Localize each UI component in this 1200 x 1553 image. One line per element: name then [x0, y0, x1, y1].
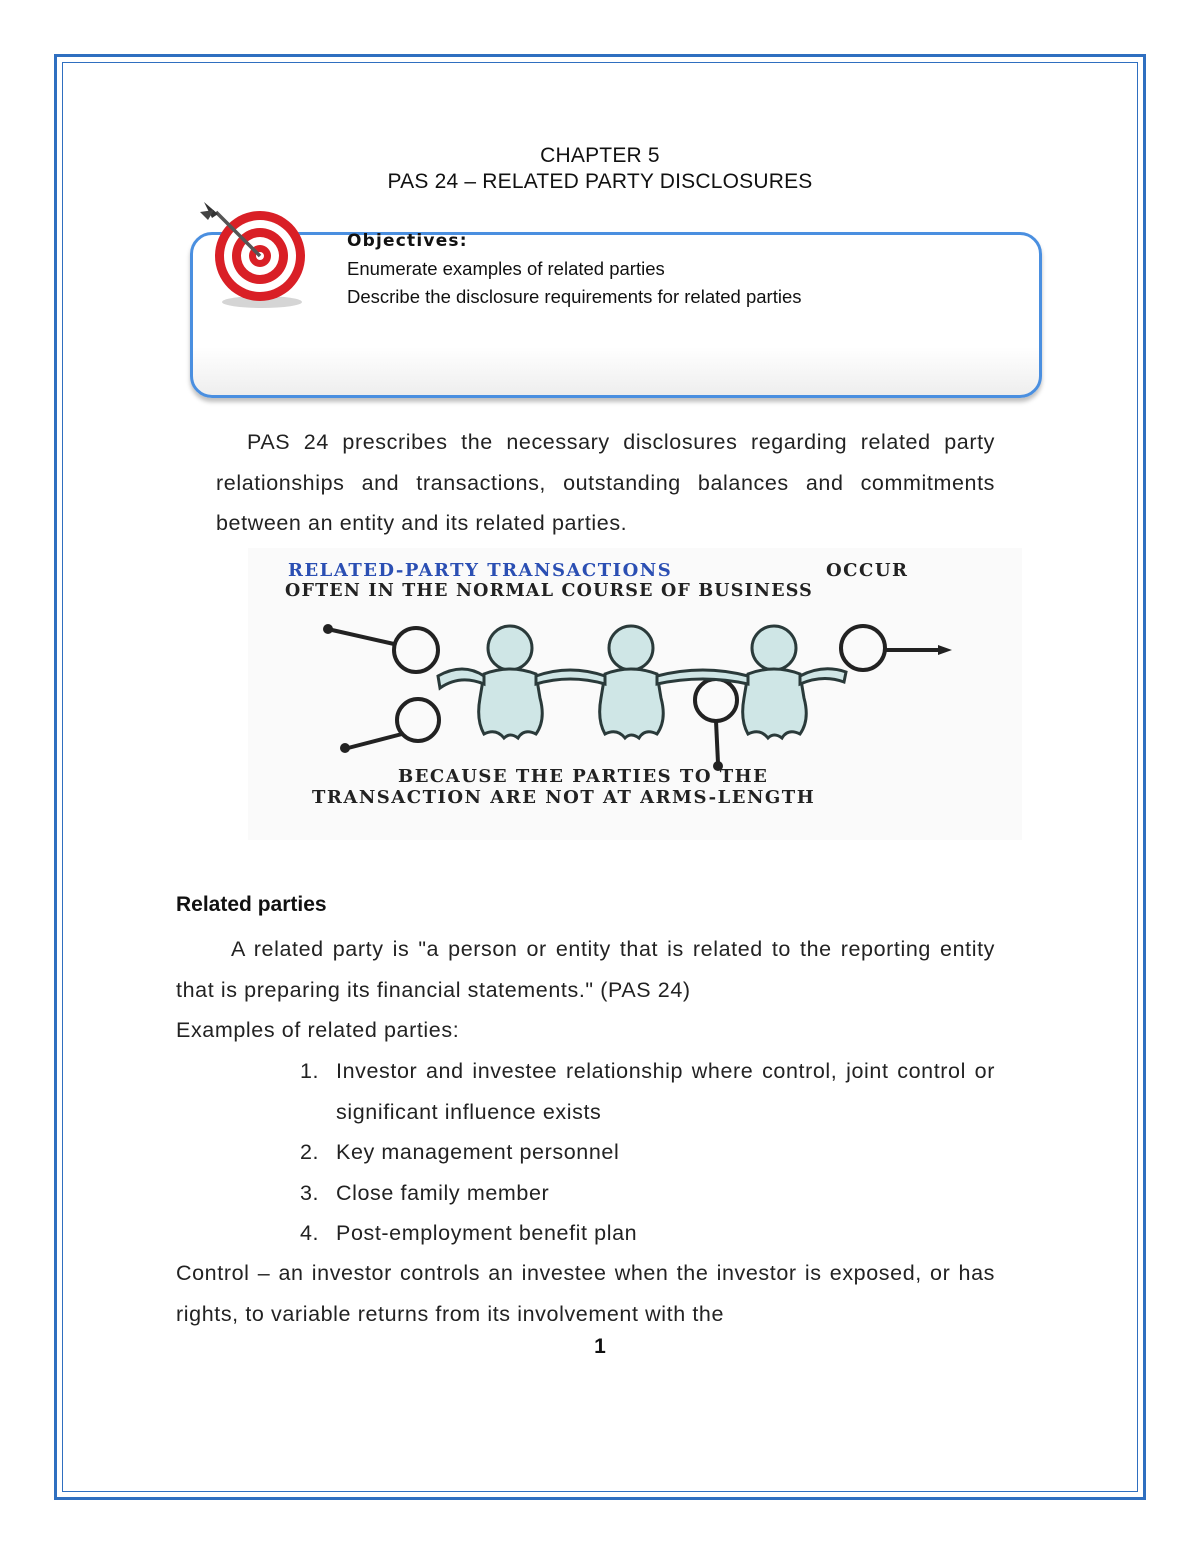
list-item	[300, 1132, 995, 1173]
list-item	[300, 1173, 995, 1214]
list-item-text: Post-employment benefit plan	[336, 1221, 638, 1245]
chapter-number: CHAPTER 5	[540, 144, 660, 167]
list-number: 3.	[300, 1180, 320, 1205]
banner-top-highlight: RELATED-PARTY TRANSACTIONS	[288, 560, 673, 581]
examples-intro: Examples of related parties:	[176, 1018, 460, 1042]
objectives-box	[190, 232, 1042, 398]
banner-bottom-line-1: BECAUSE THE PARTIES TO THE	[398, 766, 769, 787]
list-item	[300, 1213, 995, 1254]
chapter-header	[0, 143, 1200, 195]
list-number: 4.	[300, 1221, 320, 1245]
related-party-illustration	[248, 548, 1022, 840]
banner-top-line-2: OFTEN IN THE NORMAL COURSE OF BUSINESS	[285, 581, 814, 601]
intro-paragraph: PAS 24 prescribes the necessary disclosures regarding related party relationships and transactions, outstanding balances and commitments between an entity and its related parties.	[216, 430, 995, 535]
list-number: 1.	[300, 1059, 320, 1083]
objectives-heading: Objectives:	[347, 231, 468, 251]
examples-list	[300, 1051, 995, 1254]
page-number: 1	[594, 1335, 606, 1358]
control-paragraph: Control – an investor controls an investee when the investor is exposed, or has rights, to variable returns from its involvement with the	[176, 1261, 995, 1326]
objective-item: Enumerate examples of related parties	[347, 258, 665, 279]
banner-bottom-line-2: TRANSACTION ARE NOT AT ARMS-LENGTH	[312, 787, 816, 808]
definition-paragraph: A related party is "a person or entity that is related to the reporting entity that is preparing its financial statements." (PAS 24)	[176, 937, 995, 1002]
list-item	[300, 1051, 995, 1132]
list-item-text: Key management personnel	[336, 1140, 620, 1164]
list-item-text: Close family member	[336, 1180, 550, 1205]
objective-item: Describe the disclosure requirements for related parties	[347, 286, 802, 307]
section-heading: Related parties	[176, 893, 327, 916]
target-icon	[196, 198, 312, 314]
chapter-title: PAS 24 – RELATED PARTY DISCLOSURES	[387, 170, 813, 193]
banner-top-word: OCCUR	[826, 560, 909, 581]
list-number: 2.	[300, 1140, 320, 1164]
list-item-text: Investor and investee relationship where control, joint control or significant influence exists	[336, 1059, 995, 1124]
